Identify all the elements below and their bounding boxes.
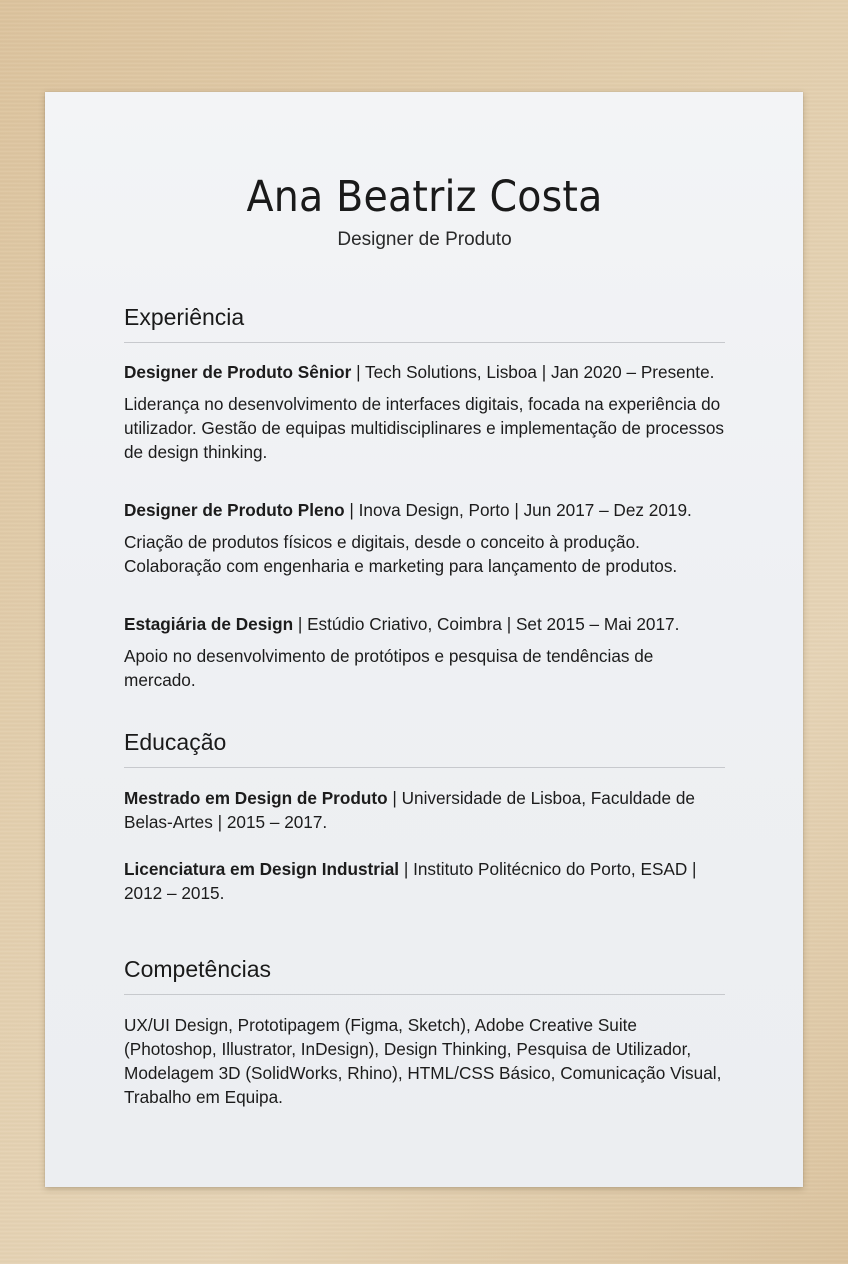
education-item <box>124 786 729 834</box>
experience-item-header <box>124 360 729 384</box>
experience-position: Designer de Produto Sênior <box>124 362 352 382</box>
experience-description: Apoio no desenvolvimento de protótipos e pesquisa de tendências de mercado. <box>124 646 654 690</box>
experience-details: | Estúdio Criativo, Coimbra | Set 2015 – Mai 2017. <box>293 614 680 634</box>
section-divider <box>124 994 725 995</box>
experience-description: Criação de produtos físicos e digitais, desde o conceito à produção. Colaboração com engenharia e marketing para lançamento de produtos. <box>124 532 678 576</box>
education-details: | Universidade de Lisboa, Faculdade de Belas-Artes | 2015 – 2017. <box>124 788 695 832</box>
resume-paper <box>45 92 803 1187</box>
education-degree: Mestrado em Design de Produto <box>124 788 388 808</box>
section-divider <box>124 767 725 768</box>
section-title-skills: Competências <box>124 956 272 982</box>
experience-item-header <box>124 498 729 522</box>
experience-position: Designer de Produto Pleno <box>124 500 345 520</box>
education-item <box>124 857 729 905</box>
skills-text: UX/UI Design, Prototipagem (Figma, Sketch), Adobe Creative Suite (Photoshop, Illustrator, InDesign), Design Thinking, Pesquisa de Utilizador, Modelagem 3D (SolidWorks, Rhino), HTML/CSS Básico, Comunicação Visual, Trabalho em Equipa. <box>124 1015 722 1107</box>
experience-details: | Tech Solutions, Lisboa | Jan 2020 – Presente. <box>351 362 715 382</box>
experience-item-header <box>124 612 729 636</box>
candidate-name: Ana Beatriz Costa <box>246 172 603 222</box>
experience-details: | Inova Design, Porto | Jun 2017 – Dez 2019. <box>344 500 692 520</box>
experience-description: Liderança no desenvolvimento de interfaces digitais, focada na experiência do utilizador. Gestão de equipas multidisciplinares e implementação de processos de design thinking. <box>124 394 724 462</box>
section-title-experience: Experiência <box>124 304 245 330</box>
education-degree: Licenciatura em Design Industrial <box>124 859 400 879</box>
section-divider <box>124 342 725 343</box>
section-title-education: Educação <box>124 729 227 755</box>
education-details: | Instituto Politécnico do Porto, ESAD | 2012 – 2015. <box>124 859 697 903</box>
candidate-role: Designer de Produto <box>337 229 512 250</box>
experience-position: Estagiária de Design <box>124 614 294 634</box>
